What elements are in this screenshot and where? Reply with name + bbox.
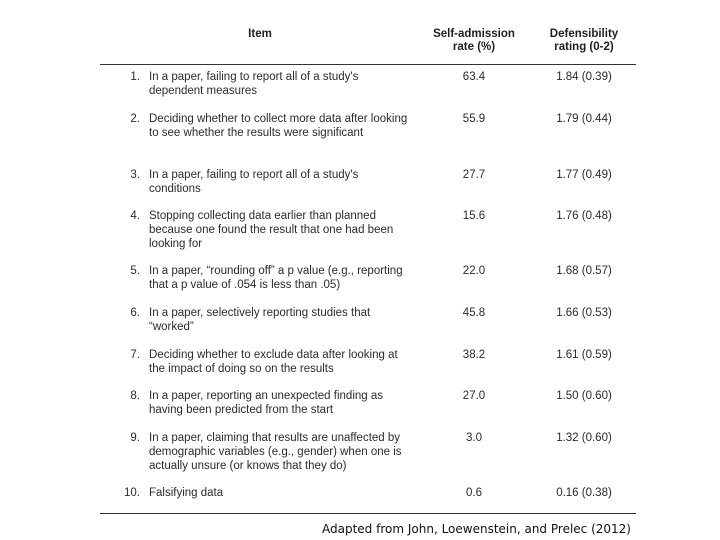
row-defensibility: 1.66 (0.53): [556, 307, 612, 319]
bottom-rule: [100, 513, 636, 514]
row-number: 7.: [130, 349, 140, 361]
header-defensibility: Defensibility rating (0-2): [549, 28, 619, 53]
caption: Adapted from John, Loewenstein, and Prelec (2012): [322, 522, 631, 536]
survey-table: [100, 22, 636, 499]
header-self-admission: Self-admission rate (%): [433, 28, 515, 53]
row-self-admission: 55.9: [462, 113, 486, 125]
row-self-admission: 0.6: [466, 487, 482, 499]
row-item-text: In a paper, failing to report all of a study's dependent measures: [149, 71, 359, 97]
row-item-text: In a paper, claiming that results are unaffected by demographic variables (e.g., gender) when one is actually unsure (or knows that they do): [149, 432, 402, 472]
row-self-admission: 22.0: [462, 265, 486, 277]
row-item-text: Deciding whether to collect more data after looking to see whether the results were significant: [149, 113, 408, 139]
row-number: 8.: [130, 390, 140, 402]
row-self-admission: 63.4: [462, 71, 486, 83]
row-defensibility: 1.50 (0.60): [556, 390, 612, 402]
row-item-text: In a paper, failing to report all of a study's conditions: [149, 169, 359, 195]
row-defensibility: 1.77 (0.49): [556, 169, 612, 181]
row-item-text: Deciding whether to exclude data after looking at the impact of doing so on the results: [149, 349, 398, 375]
row-number: 4.: [130, 210, 140, 222]
row-item-text: In a paper, selectively reporting studies that “worked”: [149, 307, 371, 333]
row-item-text: Stopping collecting data earlier than planned because one found the result that one had been looking for: [149, 210, 394, 250]
row-self-admission: 15.6: [462, 210, 486, 222]
row-defensibility: 0.16 (0.38): [556, 487, 612, 499]
header-item: Item: [248, 28, 272, 40]
row-number: 6.: [130, 307, 140, 319]
row-item-text: In a paper, reporting an unexpected finding as having been predicted from the start: [149, 390, 384, 416]
row-defensibility: 1.61 (0.59): [556, 349, 612, 361]
header-rule: [100, 64, 636, 65]
row-number: 9.: [130, 432, 140, 444]
row-self-admission: 3.0: [466, 432, 482, 444]
row-defensibility: 1.79 (0.44): [556, 113, 612, 125]
row-number: 1.: [130, 71, 140, 83]
row-item-text: In a paper, “rounding off” a p value (e.g., reporting that a p value of .054 is less than .05): [149, 265, 403, 291]
table-header: [100, 22, 636, 62]
row-number: 2.: [130, 113, 140, 125]
row-item-text: Falsifying data: [149, 487, 224, 499]
row-number: 5.: [130, 265, 140, 277]
row-number: 10.: [124, 487, 140, 499]
row-defensibility: 1.76 (0.48): [556, 210, 612, 222]
row-self-admission: 38.2: [462, 349, 486, 361]
row-defensibility: 1.68 (0.57): [556, 265, 612, 277]
row-number: 3.: [130, 169, 140, 181]
row-defensibility: 1.32 (0.60): [556, 432, 612, 444]
row-self-admission: 45.8: [462, 307, 486, 319]
row-self-admission: 27.0: [462, 390, 486, 402]
row-self-admission: 27.7: [462, 169, 486, 181]
row-defensibility: 1.84 (0.39): [556, 71, 612, 83]
